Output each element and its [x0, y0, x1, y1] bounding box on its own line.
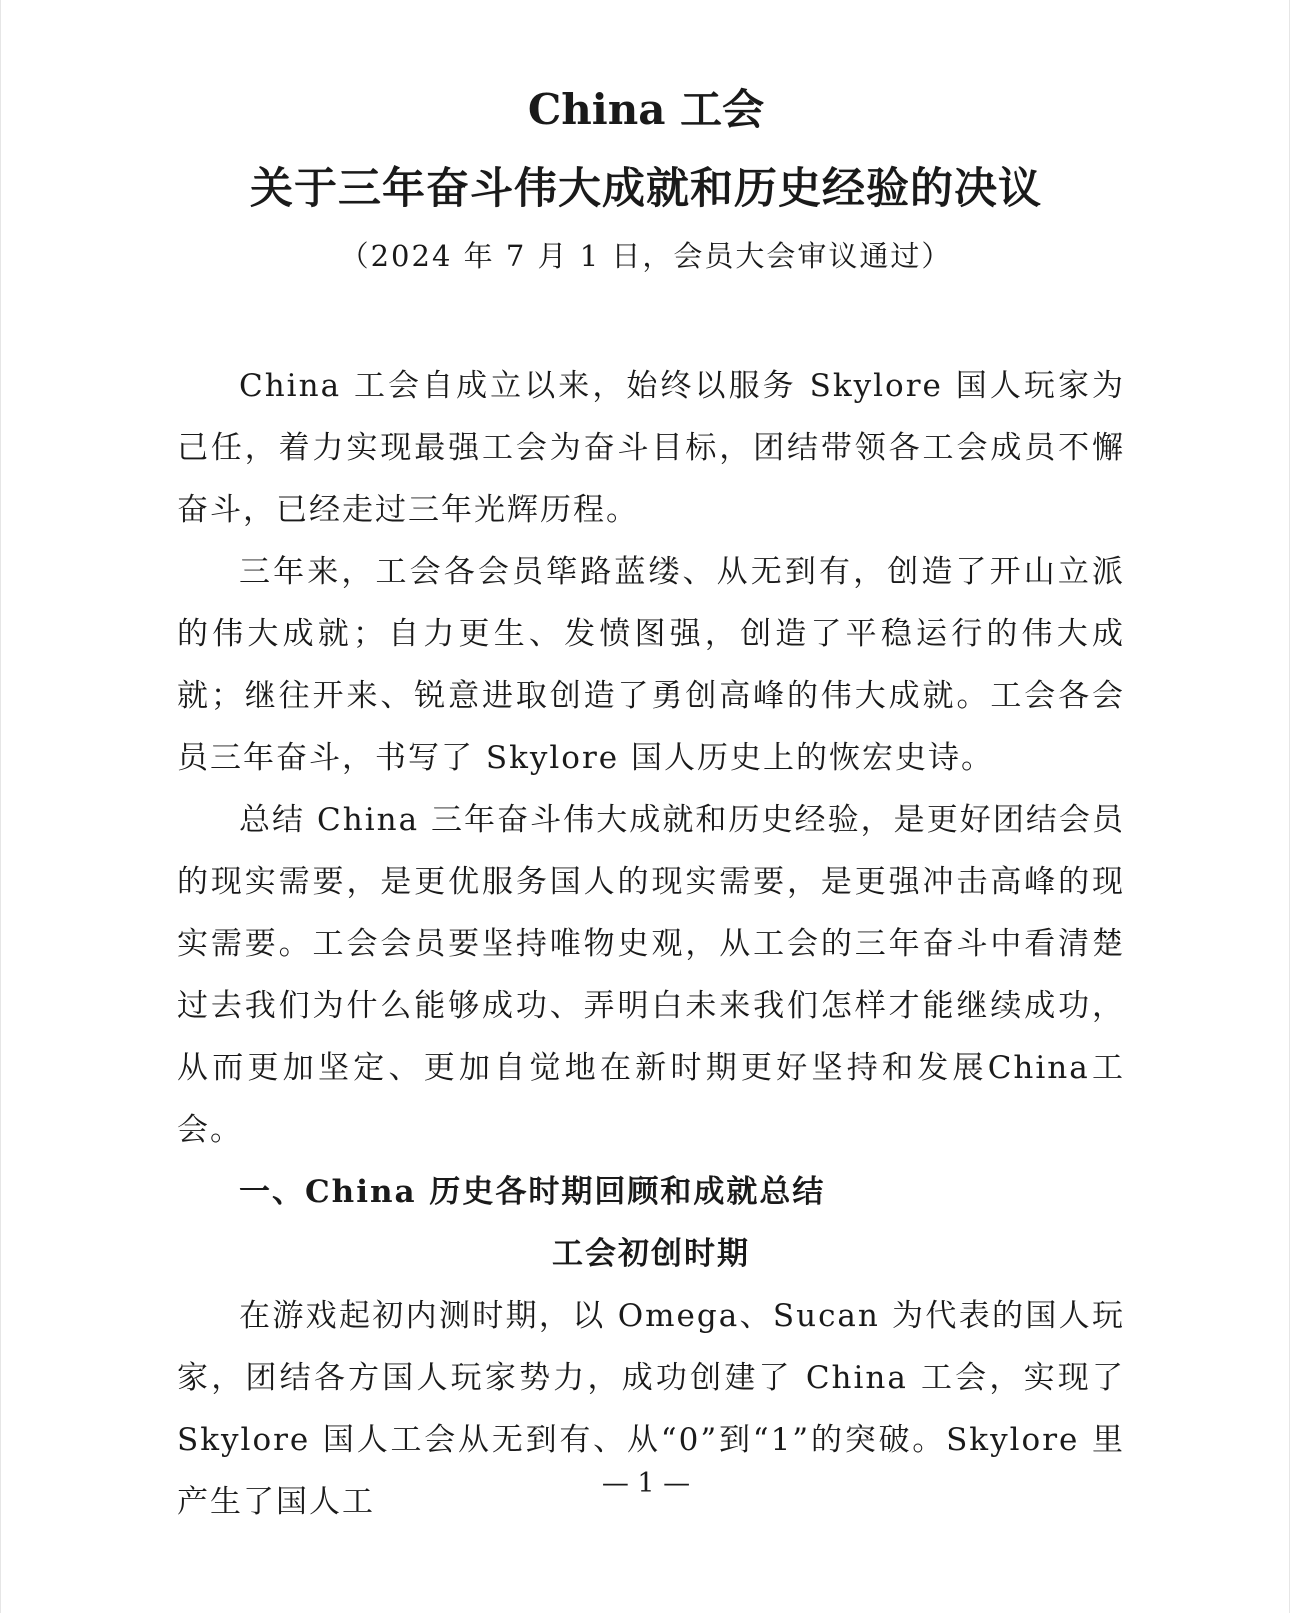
- page-number: — 1 —: [601, 1468, 691, 1499]
- document-subtitle: （2024 年 7 月 1 日，会员大会审议通过）: [339, 239, 953, 273]
- document-title: 关于三年奋斗伟大成就和历史经验的决议: [250, 164, 1042, 214]
- paragraph-intro: China 工会自成立以来，始终以服务 Skylore 国人玩家为己任，着力实现最强工会为奋斗目标，团结带领各工会成员不懈奋斗，已经走过三年光辉历程。: [177, 368, 1125, 528]
- subsection-heading: 工会初创时期: [552, 1236, 750, 1272]
- document-body: [177, 355, 1125, 1533]
- paragraph-summary: 总结 China 三年奋斗伟大成就和历史经验，是更好团结会员的现实需要，是更优服务国人的现实需要，是更强冲击高峰的现实需要。工会会员要坚持唯物史观，从工会的三年奋斗中看清楚过去我们为什么能够成功、弄明白未来我们怎样才能继续成功，从而更加坚定、更加自觉地在新时期更好坚持和发展China工会。: [177, 802, 1125, 1148]
- paragraph-achievements: 三年来，工会各会员筚路蓝缕、从无到有，创造了开山立派的伟大成就；自力更生、发愤图强，创造了平稳运行的伟大成就；继往开来、锐意进取创造了勇创高峰的伟大成就。工会各会员三年奋斗，书写了 Skylore 国人历史上的恢宏史诗。: [177, 554, 1125, 776]
- paragraph-founding: 在游戏起初内测时期，以 Omega、Sucan 为代表的国人玩家，团结各方国人玩家势力，成功创建了 China 工会，实现了 Skylore 国人工会从无到有、从“0”到“1”的突破。Skylore 里产生了国人工: [177, 1298, 1125, 1520]
- document-title-org: China 工会: [527, 85, 765, 134]
- section-heading: 一、China 历史各时期回顾和成就总结: [239, 1174, 826, 1210]
